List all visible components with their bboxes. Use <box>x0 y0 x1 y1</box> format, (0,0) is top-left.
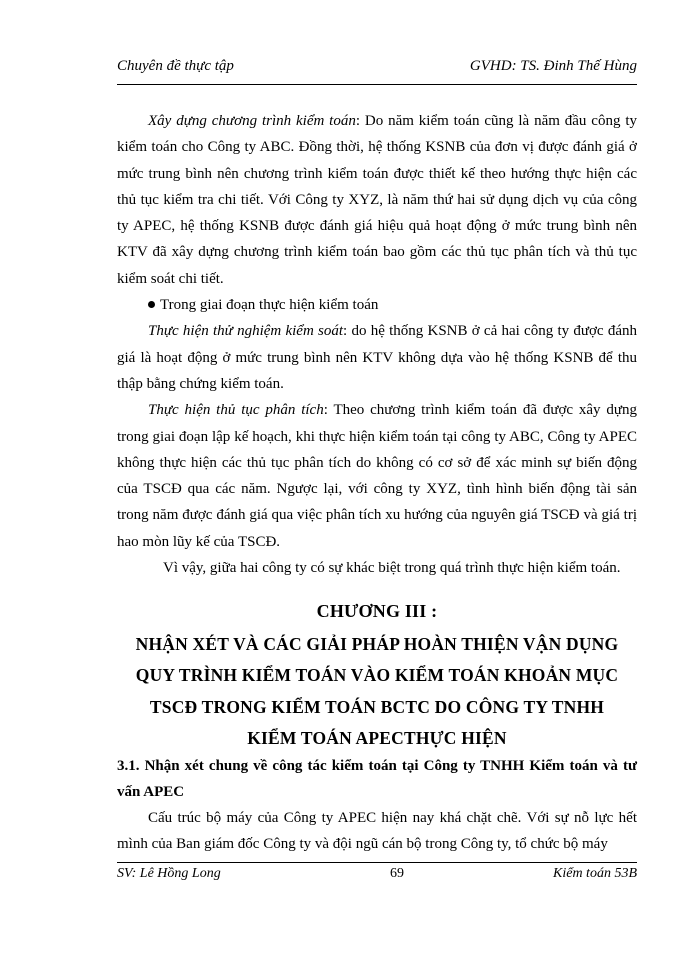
section-heading: 3.1. Nhận xét chung về công tác kiểm toán tại Công ty TNHH Kiểm toán và tư vấn APEC <box>117 758 637 800</box>
paragraph-lead: Xây dựng chương trình kiểm toán <box>148 113 356 129</box>
header-divider <box>117 84 637 85</box>
paragraph-conclusion: Vì vậy, giữa hai công ty có sự khác biệt trong quá trình thực hiện kiểm toán. <box>163 560 621 577</box>
header-topic: Chuyên đề thực tập <box>117 58 234 74</box>
bullet-item <box>117 292 637 318</box>
footer-class: Kiểm toán 53B <box>553 866 637 881</box>
chapter-title-line: NHẬN XÉT VÀ CÁC GIẢI PHÁP HOÀN THIỆN VẬN DỤNG <box>135 633 619 654</box>
chapter-title-line: QUY TRÌNH KIỂM TOÁN VÀO KIỂM TOÁN KHOẢN MỤC <box>135 665 619 685</box>
bullet-icon <box>148 301 155 308</box>
footer-student: SV: Lê Hồng Long <box>117 866 221 881</box>
paragraph-text: : Theo chương trình kiểm toán đã được xây dựng trong giai đoạn lập kế hoạch, khi thực hiện kiểm toán tại công ty ABC, Công ty APEC không thực hiện các thủ tục phân tích do không có cơ sở để xác minh sự biến động của TSCĐ qua các năm. Ngược lại, với công ty XYZ, tình hình biến động tài sản trong năm được đánh giá qua việc phân tích xu hướng của nguyên giá TSCĐ và giá trị hao mòn lũy kế của TSCĐ. <box>117 402 638 550</box>
paragraph-analytical-procedures <box>117 397 637 555</box>
chapter-number: CHƯƠNG III : <box>316 601 438 621</box>
footer-divider <box>117 862 637 863</box>
body-text <box>117 108 637 581</box>
paragraph-text: : do hệ thống KSNB ở cả hai công ty được đánh giá là hoạt động ở mức trung bình nên KTV không dựa vào hệ thống KSNB để thu thập bằng chứng kiểm toán. <box>117 323 637 392</box>
chapter-title-line: KIỂM TOÁN APECTHỰC HIỆN <box>247 728 507 748</box>
chapter-title-line: TSCĐ TRONG KIỂM TOÁN BCTC DO CÔNG TY TNHH <box>149 696 605 717</box>
section-3-1 <box>117 753 637 857</box>
paragraph-text: : Do năm kiểm toán cũng là năm đầu công ty kiểm toán cho Công ty ABC. Đồng thời, hệ thống KSNB của đơn vị được đánh giá ở mức trung bình nên chương trình kiểm toán được thiết kế theo hướng thực hiện các thủ tục kiểm tra chi tiết. Với Công ty XYZ, là năm thứ hai sử dụng dịch vụ của công ty APEC, hệ thống KSNB được đánh giá hiệu quả hoạt động ở mức trung bình nên KTV đã xây dựng chương trình kiểm toán bao gồm các thủ tục phân tích và thủ tục kiểm soát chi tiết. <box>117 113 637 287</box>
chapter-heading <box>117 596 637 755</box>
paragraph-control-testing <box>117 318 637 397</box>
paragraph-lead: Thực hiện thủ tục phân tích <box>148 402 324 419</box>
paragraph-lead: Thực hiện thử nghiệm kiểm soát <box>148 323 344 340</box>
section-paragraph: Cấu trúc bộ máy của Công ty APEC hiện nay khá chặt chẽ. Với sự nỗ lực hết mình của Ban giám đốc Công ty và đội ngũ cán bộ trong Công ty, tổ chức bộ máy <box>117 810 637 852</box>
page-header <box>117 58 637 80</box>
bullet-text: Trong giai đoạn thực hiện kiểm toán <box>160 297 379 314</box>
page-footer <box>117 866 637 888</box>
header-supervisor: GVHD: TS. Đinh Thế Hùng <box>469 58 637 74</box>
paragraph-audit-program <box>117 108 637 292</box>
page-number: 69 <box>390 866 404 881</box>
